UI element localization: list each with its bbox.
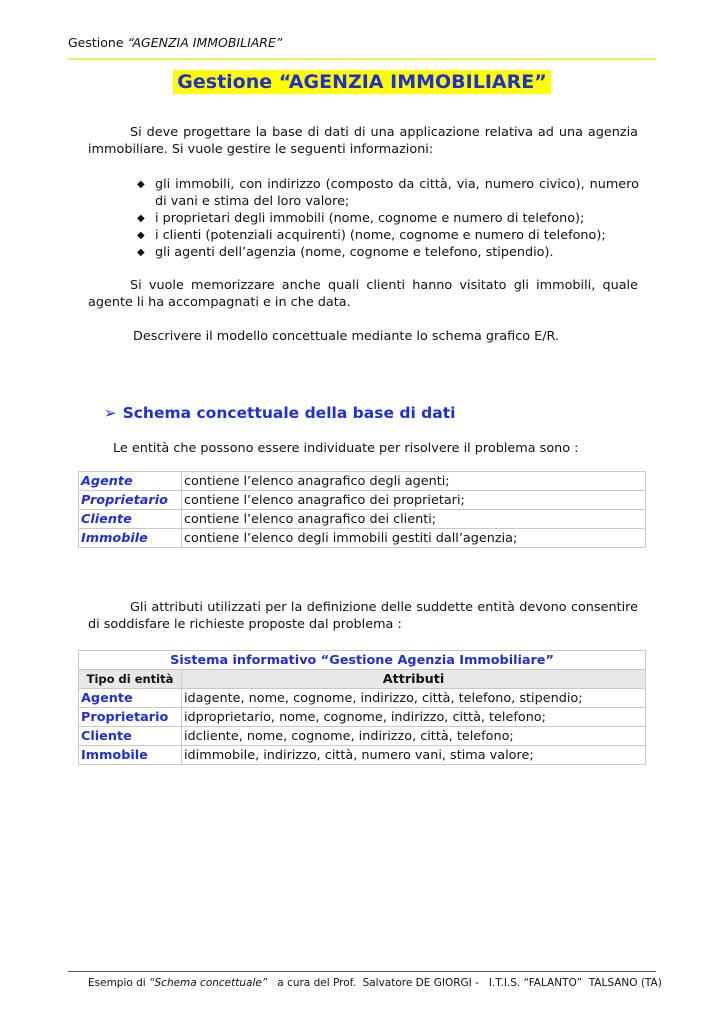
list-item	[137, 210, 639, 227]
header-rule	[68, 58, 656, 60]
list-item-text: i clienti (potenziali acquirenti) (nome, cognome e numero di telefono);	[155, 228, 606, 243]
table-row	[79, 491, 646, 510]
entities-intro: Le entità che possono essere individuate per risolvere il problema sono :	[113, 441, 579, 456]
diamond-bullet-icon: ◆	[137, 179, 145, 190]
diamond-bullet-icon: ◆	[137, 247, 145, 258]
list-item-text: gli agenti dell’agenzia (nome, cognome e telefono, stipendio).	[155, 245, 554, 260]
page-footer	[88, 977, 662, 989]
page-header	[68, 35, 282, 50]
title-block	[0, 70, 724, 94]
section-title: Schema concettuale della base di dati	[122, 404, 456, 422]
info-list	[137, 176, 639, 261]
list-item	[137, 244, 639, 261]
diamond-bullet-icon: ◆	[137, 230, 145, 241]
entity-desc: contiene l’elenco anagrafico degli agenti;	[182, 472, 646, 491]
diamond-bullet-icon: ◆	[137, 213, 145, 224]
list-item-text: i proprietari degli immobili (nome, cognome e numero di telefono);	[155, 211, 585, 226]
intro-paragraph: Si deve progettare la base di dati di una applicazione relativa ad una agenzia immobiliare. Si vuole gestire le seguenti informazioni:	[88, 125, 638, 157]
entity-attributes: idimmobile, indirizzo, città, numero vani, stima valore;	[182, 746, 646, 765]
entity-name: Immobile	[79, 529, 182, 548]
table-header-row	[79, 670, 646, 689]
header-prefix: Gestione	[68, 35, 128, 50]
footer-credit: a cura del Prof. Salvatore DE GIORGI - I.T.I.S. “FALANTO” TALSANO (TA)	[267, 977, 662, 989]
entity-name: Agente	[79, 472, 182, 491]
entity-attributes: idagente, nome, cognome, indirizzo, città, telefono, stipendio;	[182, 689, 646, 708]
table-row	[79, 689, 646, 708]
column-header-entity: Tipo di entità	[79, 670, 182, 689]
entity-desc: contiene l’elenco anagrafico dei proprietari;	[182, 491, 646, 510]
entity-name: Proprietario	[79, 708, 182, 727]
footer-rule	[68, 971, 656, 972]
entity-name: Cliente	[79, 510, 182, 529]
list-item	[137, 176, 639, 210]
entity-name: Cliente	[79, 727, 182, 746]
visits-paragraph: Si vuole memorizzare anche quali clienti hanno visitato gli immobili, quale agente li ha accompagnati e in che data.	[88, 278, 638, 310]
footer-prefix: Esempio di	[88, 977, 150, 989]
list-item-text: gli immobili, con indirizzo (composto da città, via, numero civico), numero di vani e stima del loro valore;	[155, 177, 639, 209]
list-item	[137, 227, 639, 244]
task-paragraph: Descrivere il modello concettuale mediante lo schema grafico E/R.	[133, 329, 560, 344]
table-row	[79, 510, 646, 529]
entity-desc: contiene l’elenco anagrafico dei clienti;	[182, 510, 646, 529]
footer-italic: “Schema concettuale”	[149, 977, 268, 989]
table-caption: Sistema informativo “Gestione Agenzia Immobiliare”	[79, 651, 646, 670]
entity-name: Proprietario	[79, 491, 182, 510]
attributes-table	[78, 650, 646, 765]
table-row	[79, 472, 646, 491]
table-row	[79, 708, 646, 727]
header-italic: “AGENZIA IMMOBILIARE”	[127, 35, 283, 50]
column-header-attributes: Attributi	[182, 670, 646, 689]
attributes-intro: Gli attributi utilizzati per la definizione delle suddette entità devono consentire di soddisfare le richieste proposte dal problema :	[88, 600, 638, 632]
page-title: Gestione “AGENZIA IMMOBILIARE”	[173, 70, 550, 94]
entity-name: Agente	[79, 689, 182, 708]
entity-name: Immobile	[79, 746, 182, 765]
table-row	[79, 727, 646, 746]
section-heading	[104, 404, 455, 422]
table-row	[79, 529, 646, 548]
arrow-bullet-icon: ➢	[104, 404, 117, 422]
entities-table	[78, 471, 646, 548]
table-caption-row	[79, 651, 646, 670]
table-row	[79, 746, 646, 765]
entity-attributes: idcliente, nome, cognome, indirizzo, città, telefono;	[182, 727, 646, 746]
entity-desc: contiene l’elenco degli immobili gestiti dall’agenzia;	[182, 529, 646, 548]
entity-attributes: idproprietario, nome, cognome, indirizzo, città, telefono;	[182, 708, 646, 727]
